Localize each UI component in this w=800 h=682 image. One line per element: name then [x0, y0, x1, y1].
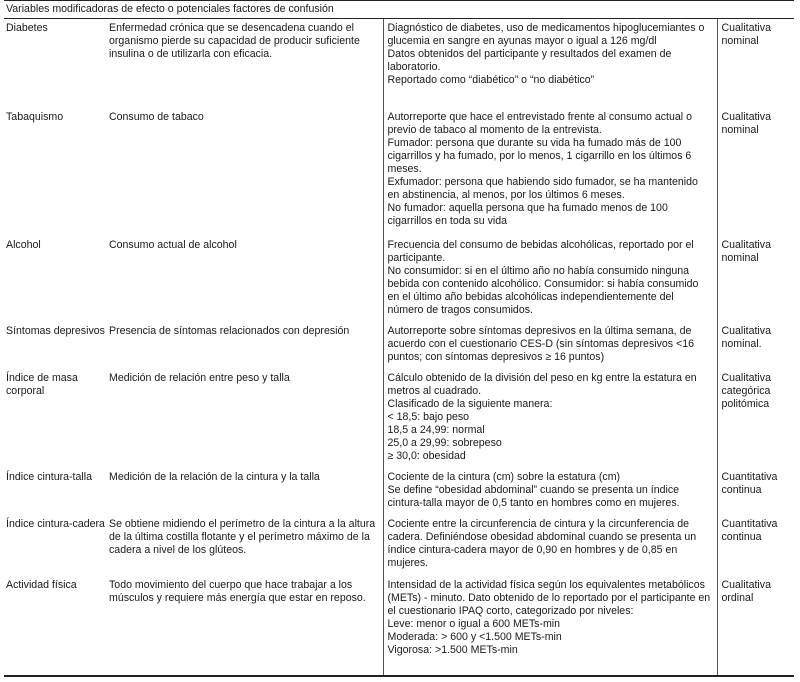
variable-name-cell: Alcohol	[6, 239, 41, 251]
operational-line: Se define “obesidad abdominal” cuando se presenta un índice cintura-talla mayor de 0,5 tanto en hombres como en mujeres.	[387, 484, 680, 509]
variable-name-cell: Índice de masa corporal	[6, 372, 78, 397]
operational-line: Cociente entre la circunferencia de cintura y la circunferencia de cadera. Definiéndose obesidad abdominal cuando se presenta un índice cintura-cadera mayor de 0,90 en hombres y de 0,85 en mujeres.	[387, 518, 697, 569]
variable-type-cell: Cualitativa nominal.	[721, 325, 771, 350]
operational-line: ≥ 30,0: obesidad	[387, 450, 466, 462]
variable-name-cell: Actividad física	[4, 576, 107, 676]
operational-definition-cell	[383, 515, 717, 576]
operational-line: Reportado como “diabético” o “no diabético”	[387, 74, 595, 86]
operational-definition-cell	[383, 19, 717, 108]
operational-definition-cell	[383, 468, 717, 515]
definition-cell: Todo movimiento del cuerpo que hace trabajar a los músculos y requiere más energía que estar en reposo.	[107, 576, 383, 676]
table-row	[4, 19, 794, 108]
definition-cell: Consumo de tabaco	[109, 111, 204, 123]
operational-line: Diagnóstico de diabetes, uso de medicamentos hipoglucemiantes o glucemia en sangre en ayunas mayor o igual a 126 mg/dl	[387, 22, 705, 47]
operational-line: 18,5 a 24,99: normal	[387, 424, 485, 436]
variable-type-cell: Cuantitativa continua	[721, 518, 778, 543]
table-row	[4, 236, 794, 322]
variable-type-cell: Cualitativa nominal	[721, 239, 771, 264]
table-title: Variables modificadoras de efecto o potenciales factores de confusión	[4, 0, 794, 19]
table-body	[4, 19, 794, 676]
operational-line: Autorreporte sobre síntomas depresivos en la última semana, de acuerdo con el cuestionario CES-D (sin síntomas depresivos <16 puntos; con síntomas depresivos ≥ 16 puntos)	[387, 325, 694, 363]
variable-type-cell: Cualitativa nominal	[721, 22, 771, 47]
table-row	[4, 108, 794, 236]
variable-name-cell: Tabaquismo	[6, 111, 64, 123]
table-row	[4, 369, 794, 468]
operational-definition-cell	[383, 369, 717, 468]
definition-cell: Enfermedad crónica que se desencadena cuando el organismo pierde su capacidad de producir suficiente insulina o de utilizarla con eficacia.	[109, 22, 360, 60]
operational-line: Datos obtenidos del participante y resultados del examen de laboratorio.	[387, 48, 672, 73]
operational-line: Leve: menor o igual a 600 METs-min	[387, 618, 561, 630]
operational-line: Cálculo obtenido de la división del peso en kg entre la estatura en metros al cuadrado.	[387, 372, 697, 397]
document-page	[4, 0, 794, 677]
operational-line: < 18,5: bajo peso	[387, 411, 470, 423]
operational-definition-cell	[383, 108, 717, 236]
operational-definition-cell	[383, 322, 717, 369]
operational-line: Vigorosa: >1.500 METs-min	[387, 644, 518, 656]
table-row	[4, 576, 794, 676]
operational-line: Fumador: persona que durante su vida ha fumado más de 100 cigarrillos y ha fumado, por lo menos, 1 cigarrillo en los últimos 6 meses.	[387, 137, 692, 175]
definition-cell: Consumo actual de alcohol	[109, 239, 237, 251]
variable-name-cell: Diabetes	[6, 22, 48, 34]
operational-definition-cell	[383, 576, 717, 676]
variable-type-cell: Cualitativa ordinal	[717, 576, 794, 676]
table-row	[4, 322, 794, 369]
variable-name-cell: Índice cintura-cadera	[6, 518, 105, 530]
variable-type-cell: Cualitativa nominal	[721, 111, 771, 136]
operational-line: 25,0 a 29,99: sobrepeso	[387, 437, 502, 449]
variable-type-cell: Cualitativa categórica politómica	[721, 372, 771, 410]
operational-line: No consumidor: si en el último año no había consumido ninguna bebida con contenido alcohólico. Consumidor: si había consumido en el último año bebidas alcohólicas independientemente del número de tragos consumidos.	[387, 265, 699, 316]
variable-type-cell: Cuantitativa continua	[721, 471, 778, 496]
operational-line: Exfumador: persona que habiendo sido fumador, se ha mantenido en abstinencia, al menos, por los últimos 6 meses.	[387, 176, 698, 201]
variable-name-cell: Índice cintura-talla	[6, 471, 92, 483]
operational-line: Cociente de la cintura (cm) sobre la estatura (cm)	[387, 471, 621, 483]
variables-table	[4, 0, 794, 677]
table-row	[4, 468, 794, 515]
definition-cell: Presencia de síntomas relacionados con depresión	[109, 325, 350, 337]
operational-line: Autorreporte que hace el entrevistado frente al consumo actual o previo de tabaco al momento de la entrevista.	[387, 111, 692, 136]
definition-cell: Se obtiene midiendo el perímetro de la cintura a la altura de la última costilla flotante y el perímetro máximo de la cadera a nivel de los glúteos.	[109, 518, 376, 556]
operational-line: No fumador: aquella persona que ha fumado menos de 100 cigarrillos en toda su vida	[387, 202, 668, 227]
definition-cell: Medición de relación entre peso y talla	[109, 372, 290, 384]
variable-name-cell: Síntomas depresivos	[6, 325, 105, 337]
operational-line: Moderada: > 600 y <1.500 METs-min	[387, 631, 562, 643]
operational-line: Intensidad de la actividad física según los equivalentes metabólicos (METs) - minuto. Dato obtenido de lo reportado por el participante en el cuestionario IPAQ corto, categorizado por niveles:	[387, 579, 711, 617]
operational-line: Clasificado de la siguiente manera:	[387, 398, 553, 410]
operational-definition-cell	[383, 236, 717, 322]
table-row	[4, 515, 794, 576]
operational-line: Frecuencia del consumo de bebidas alcohólicas, reportado por el participante.	[387, 239, 694, 264]
definition-cell: Medición de la relación de la cintura y la talla	[109, 471, 320, 483]
